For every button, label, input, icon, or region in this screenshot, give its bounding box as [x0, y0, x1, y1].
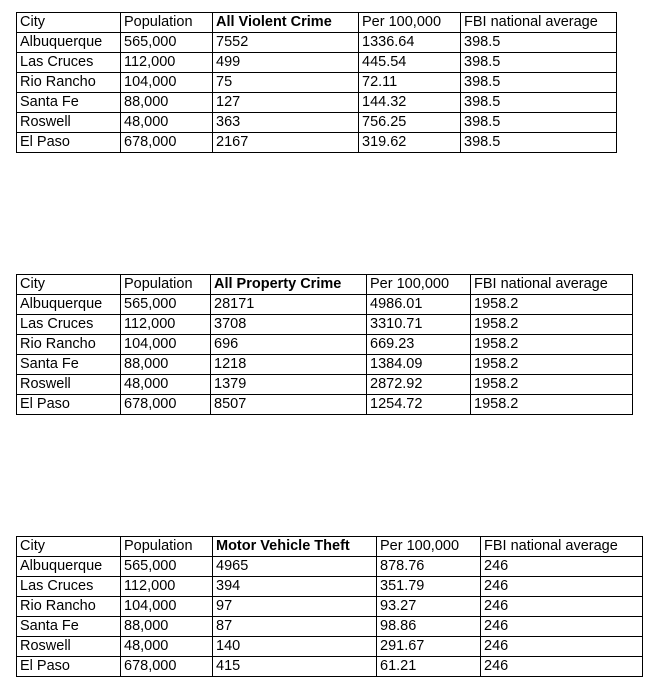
cell-population: 88,000: [121, 617, 213, 637]
cell-population: 678,000: [121, 133, 213, 153]
cell-rate: 2872.92: [367, 375, 471, 395]
cell-city: Las Cruces: [17, 53, 121, 73]
cell-rate: 1254.72: [367, 395, 471, 415]
cell-fbi-average: 1958.2: [471, 295, 633, 315]
cell-rate: 291.67: [377, 637, 481, 657]
cell-rate: 72.11: [359, 73, 461, 93]
cell-count: 4965: [213, 557, 377, 577]
table-header-row: [17, 13, 617, 33]
cell-count: 696: [211, 335, 367, 355]
header-fbi-average: FBI national average: [461, 13, 617, 33]
table-row: [17, 577, 643, 597]
cell-rate: 93.27: [377, 597, 481, 617]
cell-city: Roswell: [17, 637, 121, 657]
cell-population: 678,000: [121, 657, 213, 677]
cell-population: 565,000: [121, 33, 213, 53]
cell-population: 104,000: [121, 335, 211, 355]
cell-count: 1218: [211, 355, 367, 375]
cell-fbi-average: 246: [481, 657, 643, 677]
cell-count: 75: [213, 73, 359, 93]
cell-fbi-average: 398.5: [461, 113, 617, 133]
cell-count: 1379: [211, 375, 367, 395]
cell-fbi-average: 246: [481, 577, 643, 597]
cell-rate: 3310.71: [367, 315, 471, 335]
cell-count: 127: [213, 93, 359, 113]
cell-rate: 1336.64: [359, 33, 461, 53]
cell-count: 97: [213, 597, 377, 617]
cell-count: 140: [213, 637, 377, 657]
cell-population: 104,000: [121, 73, 213, 93]
violent-crime-table: [16, 12, 617, 153]
cell-rate: 1384.09: [367, 355, 471, 375]
header-population: Population: [121, 275, 211, 295]
header-per-100000: Per 100,000: [359, 13, 461, 33]
cell-rate: 144.32: [359, 93, 461, 113]
cell-population: 112,000: [121, 577, 213, 597]
cell-fbi-average: 1958.2: [471, 315, 633, 335]
header-crime-type: All Violent Crime: [213, 13, 359, 33]
table-row: [17, 53, 617, 73]
cell-count: 499: [213, 53, 359, 73]
cell-count: 87: [213, 617, 377, 637]
cell-city: Roswell: [17, 375, 121, 395]
cell-population: 565,000: [121, 557, 213, 577]
table-row: [17, 73, 617, 93]
cell-count: 363: [213, 113, 359, 133]
cell-fbi-average: 246: [481, 557, 643, 577]
header-per-100000: Per 100,000: [367, 275, 471, 295]
motor-vehicle-theft-table: [16, 536, 643, 677]
header-crime-type: All Property Crime: [211, 275, 367, 295]
cell-city: Las Cruces: [17, 315, 121, 335]
cell-city: Las Cruces: [17, 577, 121, 597]
cell-fbi-average: 246: [481, 637, 643, 657]
cell-city: Santa Fe: [17, 93, 121, 113]
table-header-row: [17, 275, 633, 295]
table-row: [17, 637, 643, 657]
header-per-100000: Per 100,000: [377, 537, 481, 557]
table-row: [17, 113, 617, 133]
table-row: [17, 395, 633, 415]
cell-population: 48,000: [121, 375, 211, 395]
header-population: Population: [121, 537, 213, 557]
table-header-row: [17, 537, 643, 557]
cell-count: 394: [213, 577, 377, 597]
table-row: [17, 33, 617, 53]
cell-city: Rio Rancho: [17, 335, 121, 355]
cell-city: El Paso: [17, 133, 121, 153]
cell-population: 48,000: [121, 113, 213, 133]
table-row: [17, 557, 643, 577]
cell-fbi-average: 398.5: [461, 133, 617, 153]
cell-city: Rio Rancho: [17, 73, 121, 93]
cell-rate: 351.79: [377, 577, 481, 597]
cell-fbi-average: 246: [481, 617, 643, 637]
cell-rate: 445.54: [359, 53, 461, 73]
header-city: City: [17, 13, 121, 33]
header-population: Population: [121, 13, 213, 33]
header-fbi-average: FBI national average: [481, 537, 643, 557]
table-row: [17, 355, 633, 375]
cell-population: 88,000: [121, 93, 213, 113]
header-city: City: [17, 275, 121, 295]
cell-count: 7552: [213, 33, 359, 53]
cell-city: Santa Fe: [17, 617, 121, 637]
cell-city: El Paso: [17, 395, 121, 415]
cell-fbi-average: 1958.2: [471, 335, 633, 355]
cell-rate: 756.25: [359, 113, 461, 133]
cell-fbi-average: 1958.2: [471, 395, 633, 415]
cell-fbi-average: 1958.2: [471, 375, 633, 395]
table-row: [17, 295, 633, 315]
cell-population: 112,000: [121, 315, 211, 335]
cell-population: 104,000: [121, 597, 213, 617]
cell-population: 48,000: [121, 637, 213, 657]
cell-rate: 61.21: [377, 657, 481, 677]
table-row: [17, 133, 617, 153]
cell-rate: 4986.01: [367, 295, 471, 315]
cell-population: 112,000: [121, 53, 213, 73]
property-crime-table: [16, 274, 633, 415]
table-row: [17, 93, 617, 113]
cell-city: El Paso: [17, 657, 121, 677]
cell-count: 3708: [211, 315, 367, 335]
header-city: City: [17, 537, 121, 557]
cell-fbi-average: 1958.2: [471, 355, 633, 375]
cell-population: 678,000: [121, 395, 211, 415]
cell-city: Rio Rancho: [17, 597, 121, 617]
header-crime-type: Motor Vehicle Theft: [213, 537, 377, 557]
table-row: [17, 597, 643, 617]
cell-rate: 319.62: [359, 133, 461, 153]
cell-city: Albuquerque: [17, 295, 121, 315]
table-row: [17, 335, 633, 355]
cell-count: 8507: [211, 395, 367, 415]
table-row: [17, 375, 633, 395]
header-fbi-average: FBI national average: [471, 275, 633, 295]
cell-count: 415: [213, 657, 377, 677]
cell-count: 28171: [211, 295, 367, 315]
cell-city: Santa Fe: [17, 355, 121, 375]
cell-population: 88,000: [121, 355, 211, 375]
cell-fbi-average: 398.5: [461, 33, 617, 53]
cell-fbi-average: 398.5: [461, 73, 617, 93]
cell-fbi-average: 398.5: [461, 53, 617, 73]
cell-city: Albuquerque: [17, 557, 121, 577]
cell-city: Albuquerque: [17, 33, 121, 53]
cell-fbi-average: 246: [481, 597, 643, 617]
cell-rate: 98.86: [377, 617, 481, 637]
cell-city: Roswell: [17, 113, 121, 133]
cell-rate: 669.23: [367, 335, 471, 355]
cell-fbi-average: 398.5: [461, 93, 617, 113]
cell-population: 565,000: [121, 295, 211, 315]
cell-rate: 878.76: [377, 557, 481, 577]
cell-count: 2167: [213, 133, 359, 153]
table-row: [17, 657, 643, 677]
table-row: [17, 617, 643, 637]
table-row: [17, 315, 633, 335]
